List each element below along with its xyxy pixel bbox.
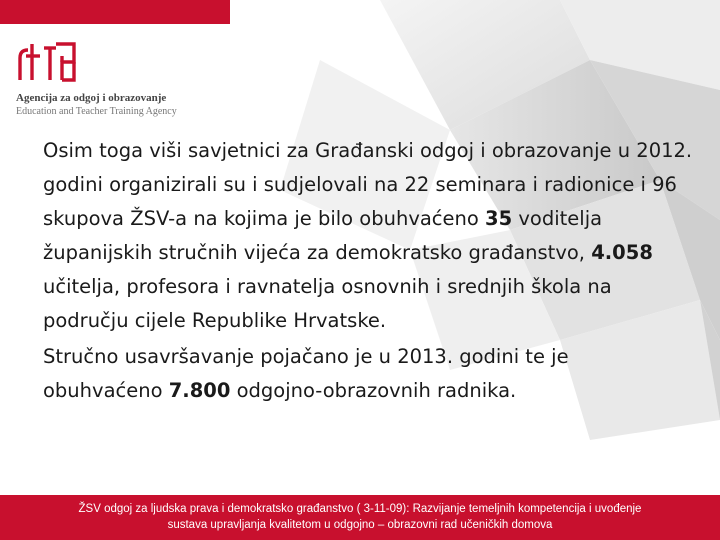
text: voditelja županijskih stručnih vijeća za demokratsko građanstvo, xyxy=(43,207,603,264)
text: učitelja, profesora i ravnatelja osnovnih i srednjih škola na području cijele Republike Hrvatske. xyxy=(43,275,612,332)
slide-body xyxy=(43,134,693,410)
text: Osim toga viši savjetnici za Građanski odgoj i obrazovanje u 2012. godini organizirali su i sudjelovali na 22 seminara i radionice i 96 skupova ŽSV-a na kojima je bilo obuhvaćeno xyxy=(43,139,693,230)
agency-logo-icon xyxy=(16,42,78,82)
count-ucitelja: 4.058 xyxy=(591,241,653,264)
count-radnika: 7.800 xyxy=(168,379,231,402)
top-accent-bar xyxy=(0,0,230,24)
footer-line-2: sustava upravljanja kvalitetom u odgojno – obrazovni rad učeničkih domova xyxy=(167,519,553,531)
footer-bar xyxy=(0,495,720,540)
agency-logo xyxy=(16,42,226,122)
agency-name-english: Education and Teacher Training Agency xyxy=(16,106,177,117)
paragraph-2013 xyxy=(43,340,693,408)
text: odgojno-obrazovnih radnika. xyxy=(230,379,517,402)
agency-name: Agencija za odgoj i obrazovanje xyxy=(16,92,167,104)
footer-line-1: ŽSV odgoj za ljudska prava i demokratsko građanstvo ( 3-11-09): Razvijanje temeljnih kompetencija i uvođenje xyxy=(78,503,642,515)
count-voditelja: 35 xyxy=(485,207,513,230)
text: Stručno usavršavanje pojačano je u 2013. godini te je obuhvaćeno xyxy=(43,345,569,402)
paragraph-2012 xyxy=(43,134,693,338)
